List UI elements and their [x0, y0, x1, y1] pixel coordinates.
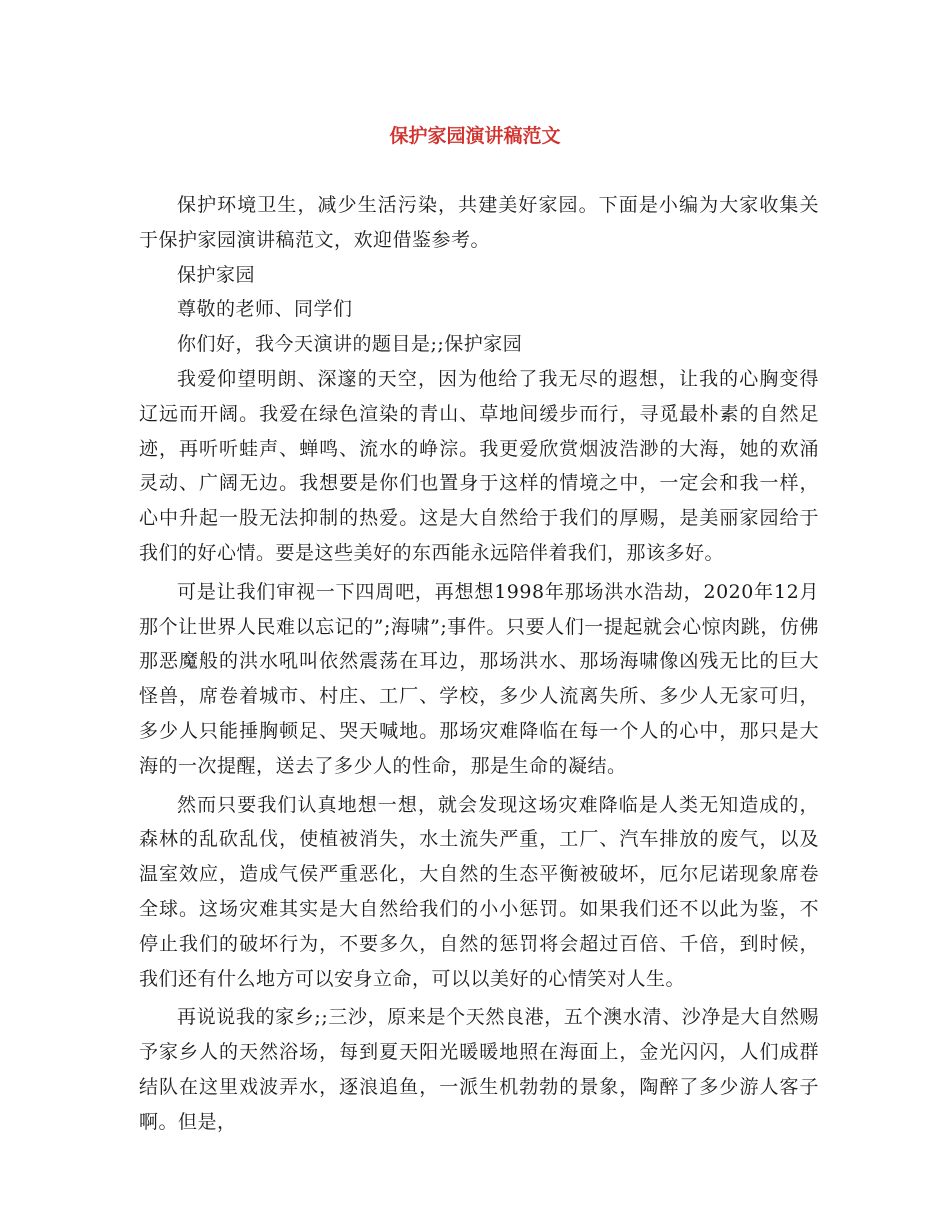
- paragraph-human-cause: 然而只要我们认真地想一想，就会发现这场灾难降临是人类无知造成的，森林的乱砍乱伐，使植被消失，水土流失严重，工厂、汽车排放的废气，以及温室效应，造成气侯严重恶化，大自然的生态平衡被破坏，厄尔尼诺现象席卷全球。这场灾难其实是大自然给我们的小小惩罚。如果我们还不以此为鉴，不停止我们的破坏行为，不要多久，自然的惩罚将会超过百倍、千倍，到时候，我们还有什么地方可以安身立命，可以以美好的心情笑对人生。: [139, 793, 819, 990]
- paragraph-heading: 保护家园: [177, 263, 256, 286]
- paragraph-intro: 保护环境卫生，减少生活污染，共建美好家园。下面是小编为大家收集关于保护家园演讲稿范文，欢迎借鉴参考。: [139, 194, 819, 251]
- paragraph-hometown: 再说说我的家乡;;三沙，原来是个天然良港，五个澳水清、沙净是大自然赐予家乡人的天然浴场，每到夏天阳光暖暖地照在海面上，金光闪闪，人们成群结队在这里戏波弄水，逐浪追鱼，一派生机勃勃的景象，陶醉了多少游人客子啊。但是，: [139, 1006, 819, 1133]
- document-title: 保护家园演讲稿范文: [389, 125, 561, 147]
- paragraph-disasters: 可是让我们审视一下四周吧，再想想1998年那场洪水浩劫，2020年12月那个让世界人民难以忘记的”;海啸”;事件。只要人们一提起就会心惊肉跳，仿佛那恶魔般的洪水吼叫依然震荡在耳边，那场洪水、那场海啸像凶残无比的巨大怪兽，席卷着城市、村庄、工厂、学校，多少人流离失所、多少人无家可归，多少人只能捶胸顿足、哭天喊地。那场灾难降临在每一个人的心中，那只是大海的一次提醒，送去了多少人的性命，那是生命的凝结。: [139, 580, 819, 777]
- document-body: [139, 188, 819, 1140]
- paragraph-salutation: 尊敬的老师、同学们: [177, 298, 353, 321]
- paragraph-greeting: 你们好，我今天演讲的题目是;;保护家园: [177, 333, 523, 356]
- paragraph-love-nature: 我爱仰望明朗、深邃的天空，因为他给了我无尽的遐想，让我的心胸变得辽远而开阔。我爱在绿色渲染的青山、草地间缓步而行，寻觅最朴素的自然足迹，再听听蛙声、蝉鸣、流水的峥淙。我更爱欣赏烟波浩渺的大海，她的欢涌灵动、广阔无边。我想要是你们也置身于这样的情境之中，一定会和我一样，心中升起一股无法抑制的热爱。这是大自然给于我们的厚赐，是美丽家园给于我们的好心情。要是这些美好的东西能永远陪伴着我们，那该多好。: [139, 367, 819, 564]
